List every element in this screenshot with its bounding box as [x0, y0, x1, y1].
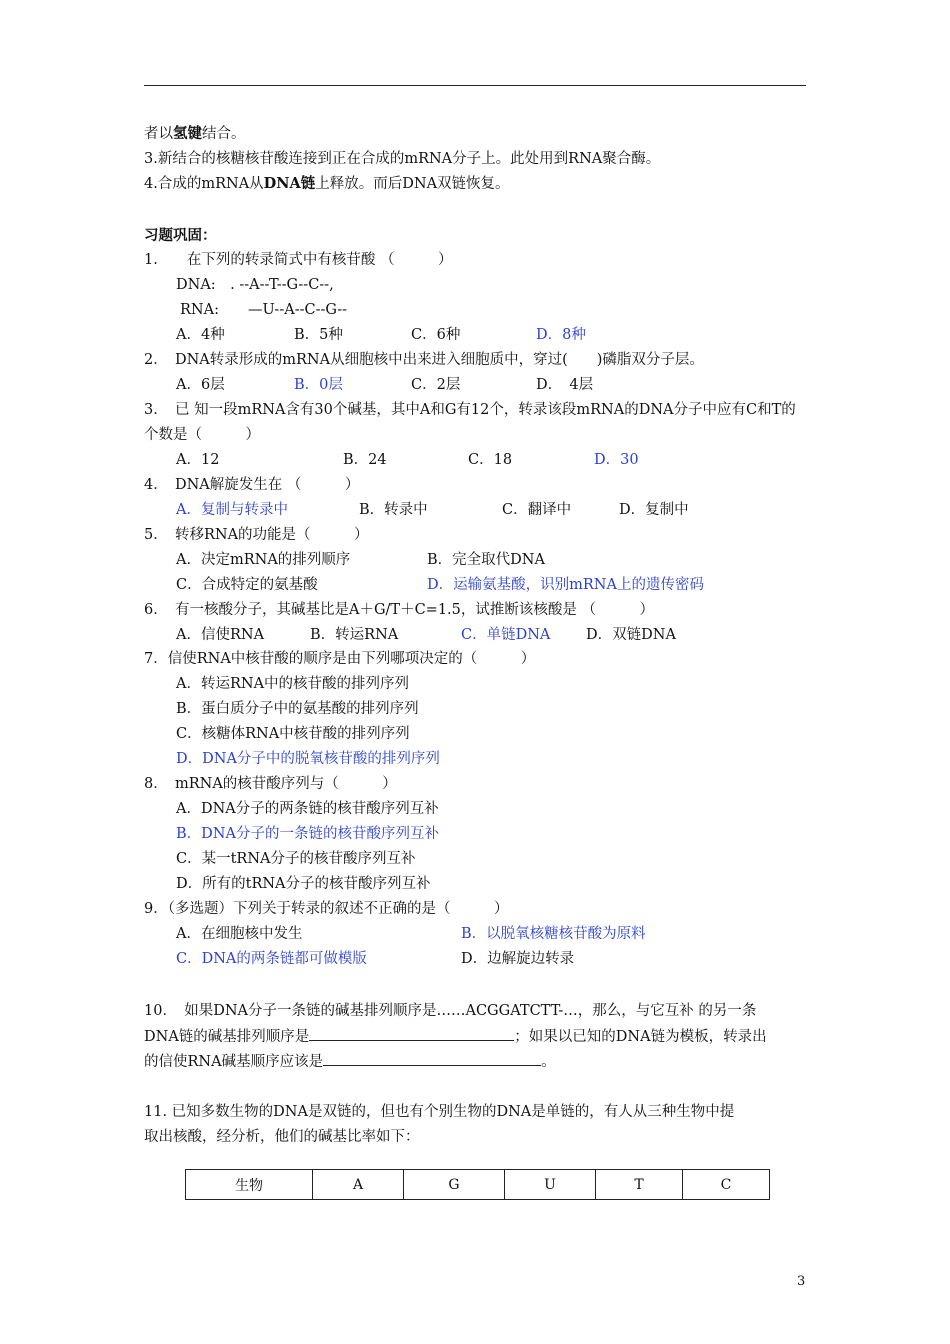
q10-text: ；如果以已知的DNA链为模板，转录出 — [514, 1029, 767, 1045]
q1-stem: 1. 在下列的转录简式中有核苷酸 （ ） — [144, 252, 453, 268]
answer-blank-2[interactable] — [323, 1051, 541, 1066]
page-number: 3 — [797, 1274, 806, 1289]
q7-option-b: B．蛋白质分子中的氨基酸的排列序列 — [176, 701, 419, 717]
q9-option-d: D．边解旋边转录 — [461, 951, 575, 967]
base-ratio-table — [185, 1169, 770, 1200]
q4-option-c: C．翻译中 — [502, 502, 572, 518]
q1-option-a: A．4种 — [176, 327, 225, 343]
q7-option-c: C．核糖体RNA中核苷酸的排列序列 — [176, 726, 410, 742]
q3-option-d: D．30 — [594, 452, 639, 468]
q1-option-d: D．8种 — [536, 327, 586, 343]
q7-option-d: D．DNA分子中的脱氧核苷酸的排列序列 — [176, 751, 440, 767]
q4-option-a: A．复制与转录中 — [176, 502, 288, 518]
q6-option-c: C．单链DNA — [461, 627, 551, 643]
q9-option-c: C．DNA的两条链都可做模版 — [176, 951, 367, 967]
table-header-cell: U — [505, 1170, 596, 1200]
intro-text: 结合。 — [202, 126, 246, 142]
q11-line-2: 取出核酸，经分析，他们的碱基比率如下： — [144, 1129, 420, 1145]
q8-option-a: A．DNA分子的两条链的核苷酸序列互补 — [176, 801, 439, 817]
q10-text: 的信使RNA碱基顺序应该是 — [144, 1054, 324, 1070]
table-header-cell: 生物 — [186, 1170, 313, 1200]
q5-stem: 5． 转移RNA的功能是（ ） — [144, 527, 369, 543]
q10-line-2 — [144, 1026, 767, 1047]
q6-option-d: D．双链DNA — [586, 627, 676, 643]
q8-option-d: D．所有的tRNA分子的核苷酸序列互补 — [176, 876, 431, 892]
q5-option-d: D．运输氨基酸，识别mRNA上的遗传密码 — [427, 577, 704, 593]
q5-option-a: A．决定mRNA的排列顺序 — [176, 552, 351, 568]
q10-text: 。 — [541, 1054, 556, 1070]
q2-option-d: D． 4层 — [536, 377, 594, 393]
q2-option-a: A．6层 — [176, 377, 225, 393]
intro-line-2: 3.新结合的核糖核苷酸连接到正在合成的mRNA分子上。此处用到RNA聚合酶。 — [144, 151, 661, 167]
q10-text: DNA链的碱基排列顺序是 — [144, 1029, 310, 1045]
table-header-row — [186, 1170, 770, 1200]
q8-stem: 8． mRNA的核苷酸序列与（ ） — [144, 776, 397, 792]
q3-option-c: C．18 — [468, 452, 513, 468]
intro-text: 上释放。而后DNA双链恢复。 — [315, 176, 510, 192]
table-header-cell: T — [596, 1170, 683, 1200]
intro-text: 者以 — [144, 126, 173, 142]
q2-option-b: B．0层 — [294, 377, 343, 393]
q6-option-a: A．信使RNA — [176, 627, 265, 643]
table-header-cell: A — [313, 1170, 404, 1200]
q5-option-c: C．合成特定的氨基酸 — [176, 577, 318, 593]
answer-blank-1[interactable] — [309, 1026, 514, 1041]
q1-dna: DNA: . --A--T--G--C--, — [176, 277, 334, 293]
q3-stem: 3． 已 知一段mRNA含有30个碱基，其中A和G有12个，转录该段mRNA的DNA分子中应有C和T的 — [144, 402, 796, 418]
q1-option-b: B．5种 — [294, 327, 343, 343]
q5-option-b: B．完全取代DNA — [427, 552, 545, 568]
q4-option-b: B．转录中 — [359, 502, 428, 518]
q3-option-b: B．24 — [343, 452, 387, 468]
intro-bold: DNA链 — [263, 175, 316, 192]
header-rule — [144, 85, 806, 86]
q2-option-c: C．2层 — [411, 377, 461, 393]
q4-stem: 4． DNA解旋发生在 （ ） — [144, 477, 360, 493]
q6-stem: 6． 有一核酸分子，其碱基比是A＋G/T＋C=1.5，试推断该核酸是 （ ） — [144, 602, 654, 618]
q7-option-a: A．转运RNA中的核苷酸的排列序列 — [176, 676, 410, 692]
q10-line-3 — [144, 1051, 556, 1072]
intro-text: 4.合成的mRNA从 — [144, 176, 264, 192]
intro-line-3 — [144, 174, 510, 194]
q1-option-c: C．6种 — [411, 327, 461, 343]
q2-stem: 2． DNA转录形成的mRNA从细胞核中出来进入细胞质中，穿过( )磷脂双分子层。 — [144, 352, 704, 368]
q6-option-b: B．转运RNA — [310, 627, 399, 643]
intro-bold: 氢键 — [173, 125, 202, 142]
table-header-cell: C — [683, 1170, 770, 1200]
q8-option-b: B．DNA分子的一条链的核苷酸序列互补 — [176, 826, 439, 842]
q9-stem: 9．（多选题）下列关于转录的叙述不正确的是（ ） — [144, 901, 509, 917]
q11-line-1: 11. 已知多数生物的DNA是双链的，但也有个别生物的DNA是单链的，有人从三种生物中提 — [144, 1104, 735, 1120]
q3-option-a: A．12 — [176, 452, 220, 468]
section-title: 习题巩固： — [144, 227, 217, 244]
q10-line-1: 10． 如果DNA分子一条链的碱基排列顺序是……ACGGATCTT-…，那么，与它互补 的另一条 — [144, 1003, 757, 1019]
q8-option-c: C．某一tRNA分子的核苷酸序列互补 — [176, 851, 416, 867]
q1-rna: RNA: —U--A--C--G-- — [180, 302, 348, 318]
q9-option-a: A．在细胞核中发生 — [176, 926, 303, 942]
intro-line-1 — [144, 124, 246, 144]
table-header-cell: G — [404, 1170, 505, 1200]
q3-stem-2: 个数是（ ） — [144, 427, 260, 443]
q9-option-b: B．以脱氧核糖核苷酸为原料 — [461, 926, 646, 942]
q7-stem: 7．信使RNA中核苷酸的顺序是由下列哪项决定的（ ） — [144, 651, 536, 667]
q4-option-d: D．复制中 — [619, 502, 689, 518]
